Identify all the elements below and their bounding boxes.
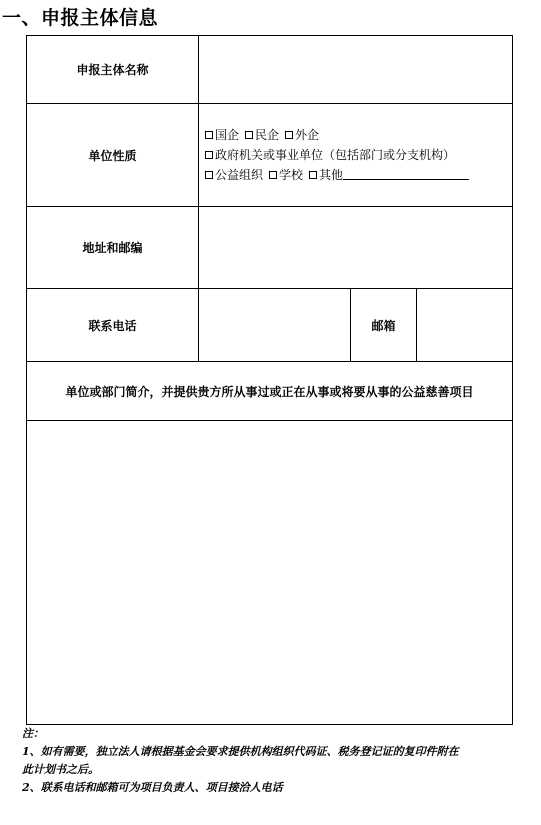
row-intro-header [27, 362, 513, 421]
row-contact [27, 289, 513, 362]
unit-type-label: 单位性质 [27, 104, 199, 207]
note-1-continued: 此计划书之后。 [22, 763, 99, 776]
email-field[interactable] [417, 289, 513, 362]
email-label: 邮箱 [351, 289, 417, 362]
option-other[interactable]: 其他 [309, 165, 469, 185]
section-title: 一、申报主体信息 [2, 7, 159, 29]
phone-field[interactable] [199, 289, 351, 362]
option-school[interactable]: 学校 [269, 165, 303, 185]
checkbox-icon[interactable] [205, 131, 213, 139]
intro-field[interactable] [27, 421, 513, 725]
unit-type-line-2 [205, 145, 512, 165]
row-address [27, 207, 513, 289]
option-nonprofit[interactable]: 公益组织 [205, 165, 263, 185]
option-government[interactable]: 政府机关或事业单位（包括部门或分支机构） [205, 145, 455, 165]
unit-type-line-3 [205, 165, 512, 185]
checkbox-icon[interactable] [205, 171, 213, 179]
notes-title: 注： [22, 727, 44, 740]
row-applicant-name [27, 36, 513, 104]
applicant-info-form [26, 35, 513, 725]
option-private[interactable]: 民企 [245, 125, 279, 145]
unit-type-options [199, 104, 513, 207]
unit-type-line-1 [205, 125, 512, 145]
checkbox-icon[interactable] [205, 151, 213, 159]
phone-label: 联系电话 [27, 289, 199, 362]
checkbox-icon[interactable] [285, 131, 293, 139]
note-2: 2、联系电话和邮箱可为项目负责人、项目接洽人电话 [22, 781, 283, 794]
option-state-owned[interactable]: 国企 [205, 125, 239, 145]
note-1: 1、如有需要，独立法人请根据基金会要求提供机构组织代码证、税务登记证的复印件附在 [22, 745, 459, 758]
address-field[interactable] [199, 207, 513, 289]
checkbox-icon[interactable] [309, 171, 317, 179]
notes [22, 725, 532, 797]
checkbox-icon[interactable] [269, 171, 277, 179]
other-blank-line[interactable] [343, 167, 469, 180]
checkbox-icon[interactable] [245, 131, 253, 139]
row-intro-content [27, 421, 513, 725]
option-foreign[interactable]: 外企 [285, 125, 319, 145]
address-label: 地址和邮编 [27, 207, 199, 289]
row-unit-type [27, 104, 513, 207]
applicant-name-field[interactable] [199, 36, 513, 104]
intro-label: 单位或部门简介，并提供贵方所从事过或正在从事或将要从事的公益慈善项目 [27, 362, 513, 421]
applicant-name-label: 申报主体名称 [27, 36, 199, 104]
